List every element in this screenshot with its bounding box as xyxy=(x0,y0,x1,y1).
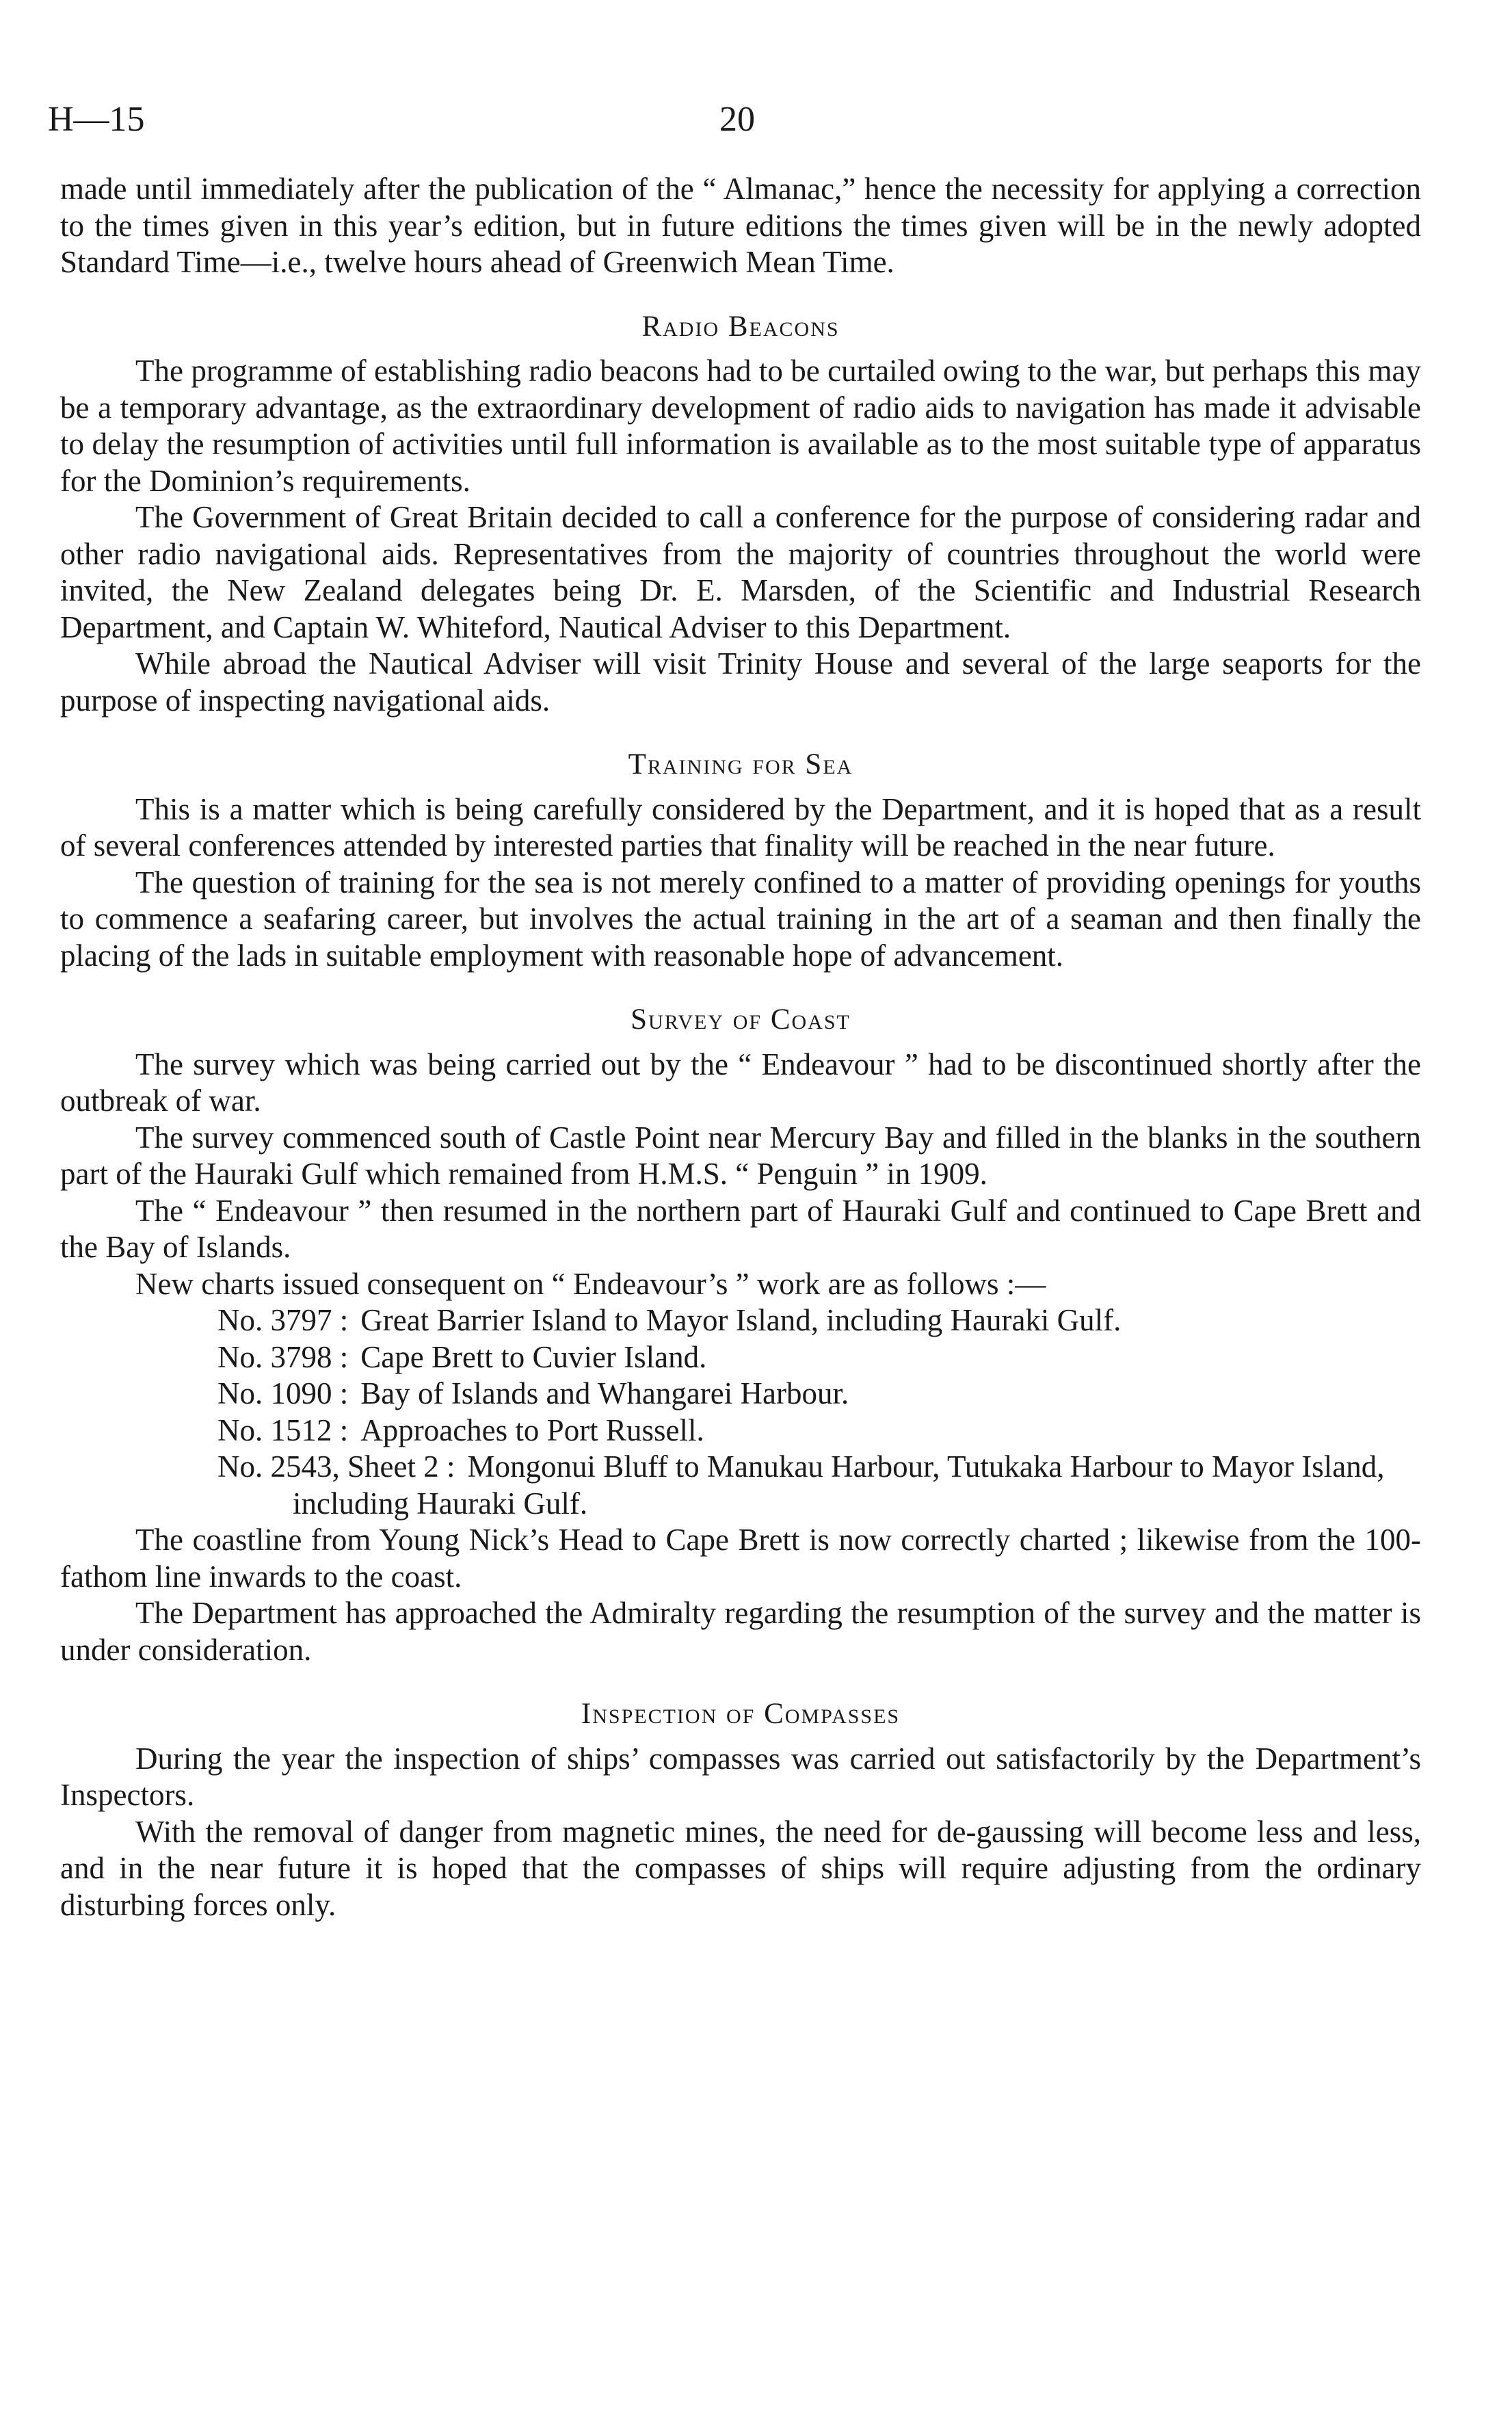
chart-number: No. 3797 : xyxy=(217,1303,349,1337)
page-number: 20 xyxy=(719,100,755,139)
page-id: H—15 xyxy=(48,100,145,139)
section-inspection-of-compasses xyxy=(60,1696,1421,1923)
chart-description: Great Barrier Island to Mayor Island, including Hauraki Gulf. xyxy=(360,1303,1122,1337)
paragraph: During the year the inspection of ships’ compasses was carried out satisfactorily by the Department’s Inspectors. xyxy=(60,1741,1421,1812)
list-item xyxy=(60,1302,1421,1339)
section-survey-of-coast xyxy=(60,1001,1421,1668)
paragraph: The “ Endeavour ” then resumed in the northern part of Hauraki Gulf and continued to Cape Brett and the Bay of Islands. xyxy=(60,1193,1421,1264)
paragraph: The coastline from Young Nick’s Head to Cape Brett is now correctly charted ; likewise from the 100-fathom line inwards to the coast. xyxy=(60,1523,1421,1594)
chart-list xyxy=(60,1302,1421,1522)
list-item xyxy=(60,1339,1421,1376)
chart-number: No. 1090 : xyxy=(217,1376,349,1410)
list-item xyxy=(60,1376,1421,1412)
paragraph: While abroad the Nautical Adviser will visit Trinity House and several of the large seaports for the purpose of inspecting navigational aids. xyxy=(60,646,1421,718)
intro-paragraph: made until immediately after the publication of the “ Almanac,” hence the necessity for applying a correction to the times given in this year’s edition, but in future editions the times given will be in the newly adopted Standard Time—i.e., twelve hours ahead of Greenwich Mean Time. xyxy=(60,172,1421,279)
page-header xyxy=(48,99,1416,147)
paragraph: New charts issued consequent on “ Endeavour’s ” work are as follows :— xyxy=(135,1266,1046,1301)
chart-number: No. 2543, Sheet 2 : xyxy=(217,1449,455,1484)
list-item xyxy=(60,1449,1421,1522)
chart-description: Cape Brett to Cuvier Island. xyxy=(360,1339,707,1374)
list-item xyxy=(60,1412,1421,1449)
paragraph: With the removal of danger from magnetic mines, the need for de-gaussing will become less and less, and in the near future it is hoped that the compasses of ships will require adjusting from the ordinary disturbing forces only. xyxy=(60,1814,1421,1922)
paragraph: The survey commenced south of Castle Point near Mercury Bay and filled in the blanks in the southern part of the Hauraki Gulf which remained from H.M.S. “ Penguin ” in 1909. xyxy=(60,1120,1421,1191)
paragraph: The Government of Great Britain decided to call a conference for the purpose of considering radar and other radio navigational aids. Representatives from the majority of countries throughout the world were invited, the New Zealand delegates being Dr. E. Marsden, of the Scientific and Industrial Research Department, and Captain W. Whiteford, Nautical Adviser to this Department. xyxy=(60,500,1421,644)
paragraph: The Department has approached the Admiralty regarding the resumption of the survey and the matter is under consideration. xyxy=(60,1596,1421,1667)
paragraph: The programme of establishing radio beacons had to be curtailed owing to the war, but perhaps this may be a temporary advantage, as the extraordinary development of radio aids to navigation has made it advisable to delay the resumption of activities until full information is available as to the most suitable type of apparatus for the Dominion’s requirements. xyxy=(60,354,1421,498)
document-body xyxy=(60,171,1421,1923)
chart-description: Bay of Islands and Whangarei Harbour. xyxy=(360,1376,849,1410)
paragraph: The question of training for the sea is not merely confined to a matter of providing openings for youths to commence a seafaring career, but involves the actual training in the art of a seaman and then finally the placing of the lads in suitable employment with reasonable hope of advancement. xyxy=(60,865,1421,973)
chart-number: No. 1512 : xyxy=(217,1412,349,1447)
section-heading: Inspection of Compasses xyxy=(581,1698,901,1730)
chart-number: No. 3798 : xyxy=(217,1339,349,1374)
section-training-for-sea xyxy=(60,746,1421,974)
paragraph: This is a matter which is being carefully considered by the Department, and it is hoped that as a result of several conferences attended by interested parties that finality will be reached in the near future. xyxy=(60,791,1421,863)
chart-description: Approaches to Port Russell. xyxy=(360,1412,704,1447)
paragraph: The survey which was being carried out by the “ Endeavour ” had to be discontinued shortly after the outbreak of war. xyxy=(60,1047,1421,1118)
section-heading: Radio Beacons xyxy=(641,310,840,343)
section-radio-beacons xyxy=(60,308,1421,720)
section-heading: Training for Sea xyxy=(628,748,853,780)
chart-description: Mongonui Bluff to Manukau Harbour, Tutukaka Harbour to Mayor Island, including Hauraki Gulf. xyxy=(293,1449,1385,1521)
section-heading: Survey of Coast xyxy=(631,1003,851,1036)
